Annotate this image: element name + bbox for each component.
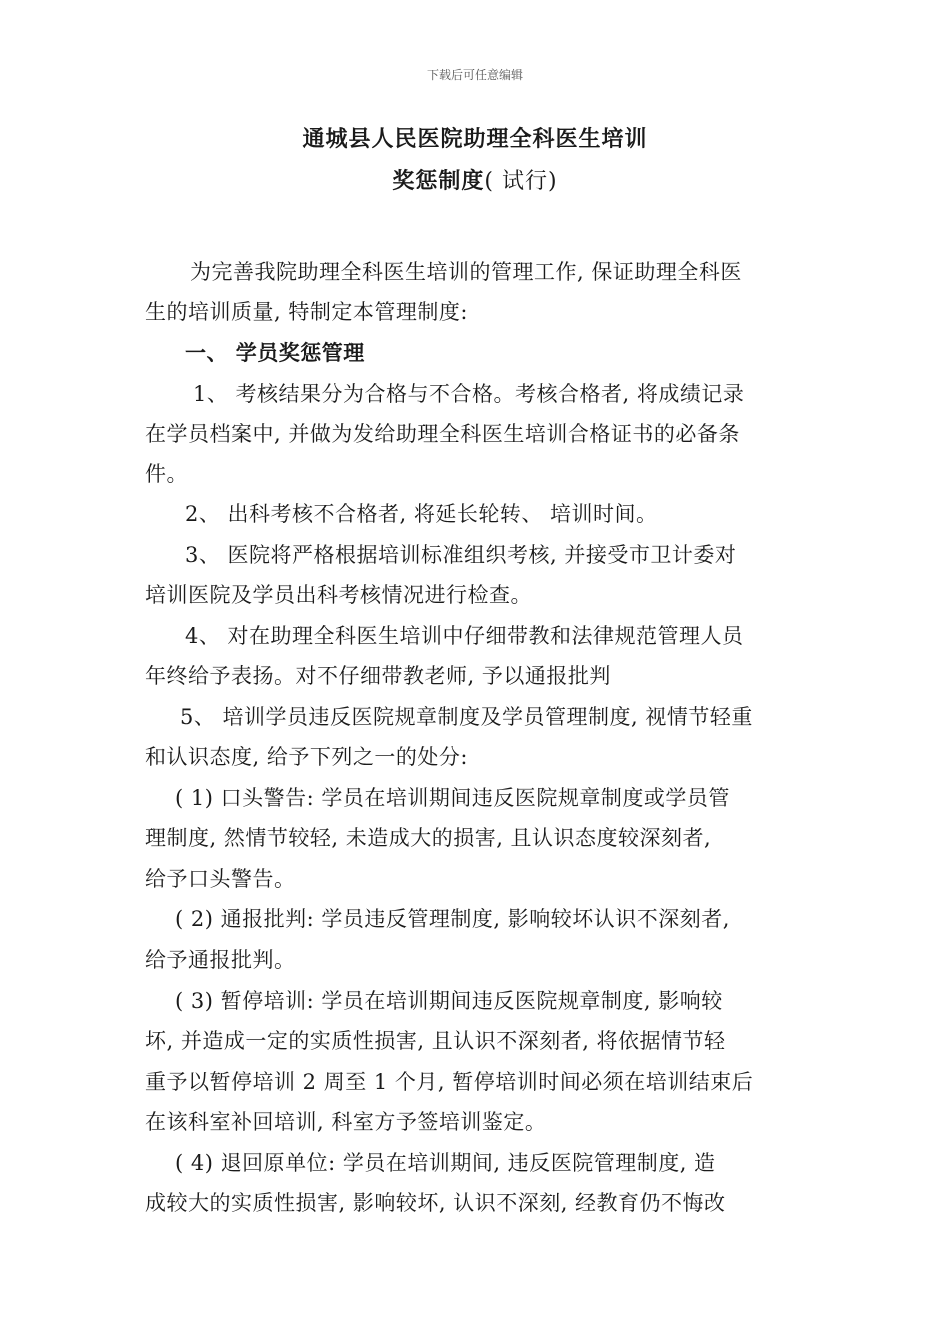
body-line: 3、 医院将严格根据培训标准组织考核, 并接受市卫计委对	[185, 543, 737, 567]
subtitle-bold: 奖惩制度	[392, 168, 485, 194]
document-subtitle	[0, 164, 950, 195]
body-line: 重予以暂停培训 2 周至 1 个月, 暂停培训时间必须在培训结束后	[145, 1070, 754, 1094]
body-line: ( 3) 暂停培训: 学员在培训期间违反医院规章制度, 影响较	[175, 989, 723, 1013]
body-line: 年终给予表扬。对不仔细带教老师, 予以通报批判	[145, 664, 611, 688]
body-line: 生的培训质量, 特制定本管理制度:	[145, 300, 468, 324]
body-line: 理制度, 然情节较轻, 未造成大的损害, 且认识态度较深刻者,	[145, 826, 712, 850]
body-line: 在学员档案中, 并做为发给助理全科医生培训合格证书的必备条	[145, 422, 740, 446]
body-line: 1、 考核结果分为合格与不合格。考核合格者, 将成绩记录	[193, 382, 745, 406]
body-line: ( 4) 退回原单位: 学员在培训期间, 违反医院管理制度, 造	[175, 1151, 716, 1175]
body-line: ( 2) 通报批判: 学员违反管理制度, 影响较坏认识不深刻者,	[175, 907, 730, 931]
body-line: 给予口头警告。	[145, 867, 296, 891]
body-line: 2、 出科考核不合格者, 将延长轮转、 培训时间。	[185, 502, 658, 526]
subtitle-normal: ( 试行)	[484, 169, 558, 194]
body-line: ( 1) 口头警告: 学员在培训期间违反医院规章制度或学员管	[175, 786, 730, 810]
body-line: 在该科室补回培训, 科室方予签培训鉴定。	[145, 1110, 547, 1134]
body-line: 5、 培训学员违反医院规章制度及学员管理制度, 视情节轻重	[180, 705, 753, 729]
section-heading: 一、 学员奖惩管理	[185, 340, 365, 365]
document-title: 通城县人民医院助理全科医生培训	[302, 126, 648, 152]
body-line: 和认识态度, 给予下列之一的处分:	[145, 745, 468, 769]
body-line: 给予通报批判。	[145, 948, 296, 972]
body-line: 成较大的实质性损害, 影响较坏, 认识不深刻, 经教育仍不悔改	[145, 1191, 726, 1215]
body-line: 4、 对在助理全科医生培训中仔细带教和法律规范管理人员	[185, 624, 744, 648]
header-note: 下载后可任意编辑	[426, 68, 523, 82]
body-line: 件。	[145, 462, 188, 486]
body-line: 为完善我院助理全科医生培训的管理工作, 保证助理全科医	[190, 260, 742, 284]
body-line: 坏, 并造成一定的实质性损害, 且认识不深刻者, 将依据情节轻	[145, 1029, 726, 1053]
body-line: 培训医院及学员出科考核情况进行检查。	[145, 583, 532, 607]
